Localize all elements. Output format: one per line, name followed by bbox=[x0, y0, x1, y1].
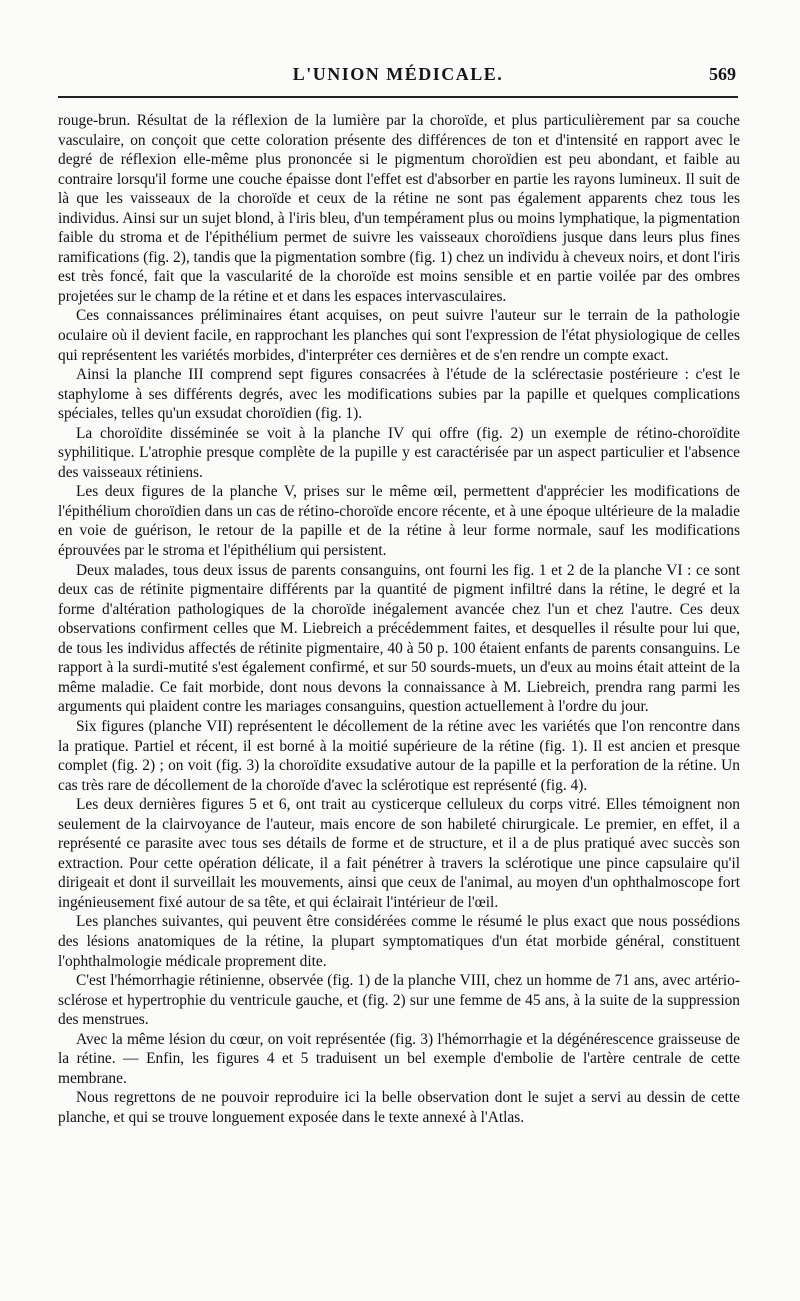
paragraph: C'est l'hémorrhagie rétinienne, observée (fig. 1) de la planche VIII, chez un homme de 71 ans, avec artério-sclérose et hypertrophie du ventricule gauche, et (fig. 2) sur une femme de 45 ans, à la suite de la suppression des menstrues. bbox=[58, 972, 740, 1029]
paragraph: Deux malades, tous deux issus de parents consanguins, ont fourni les fig. 1 et 2 de la planche VI : ce sont deux cas de rétinite pigmentaire différents par la quantité de pigment infiltré dans la rétine, le degré et la forme d'altération pathologiques de la choroïde inégalement avancée chez l'un et chez l'autre. Ces deux observations confirment celles que M. Liebreich a précédemment faites, et desquelles il résulte pour lui que, de tous les individus affectés de rétinite pigmentaire, 40 à 50 p. 100 étaient enfants de parents consanguins. Le rapport à la surdi-mutité s'est également confirmé, et sur 50 sourds-muets, un d'eux au moins était atteint de la même maladie. Ce fait morbide, dont nous devons la connaissance à M. Liebreich, prendra rang parmi les arguments qui plaident contre les mariages consanguins, question actuellement à l'ordre du jour. bbox=[58, 561, 740, 716]
paragraph: Les deux dernières figures 5 et 6, ont trait au cysticerque celluleux du corps vitré. Elles témoignent non seulement de la clairvoyance de l'auteur, mais encore de son habileté chirurgicale. Le premier, en effet, il a représenté ce parasite avec tous ses détails de forme et de structure, et il a de plus pratiqué avec succès son extraction. Pour cette opération délicate, il a fait pénétrer à travers la sclérotique une pince capsulaire qu'il dirigeait et dont il surveillait les mouvements, ainsi que ceux de l'animal, au moyen d'un ophthalmoscope fort ingénieusement fixé autour de sa tête, et qui éclairait l'intérieur de l'œil. bbox=[58, 796, 740, 911]
paragraph: Les deux figures de la planche V, prises sur le même œil, permettent d'apprécier les modifications de l'épithélium choroïdien dans un cas de rétino-choroïde encore récente, et à une époque ultérieure de la maladie en voie de guérison, le retour de la papille et de la rétine à leur forme normale, sauf les modifications éprouvées par le stroma et l'épithélium qui persistent. bbox=[58, 483, 740, 560]
paragraph: Avec la même lésion du cœur, on voit représentée (fig. 3) l'hémorrhagie et la dégénérescence graisseuse de la rétine. — Enfin, les figures 4 et 5 traduisent un bel exemple d'embolie de l'artère centrale de cette membrane. bbox=[58, 1030, 740, 1087]
paragraph: Nous regrettons de ne pouvoir reproduire ici la belle observation dont le sujet a servi au dessin de cette planche, et qui se trouve longuement exposée dans le texte annexé à l'Atlas. bbox=[58, 1089, 740, 1126]
paragraph: Ces connaissances préliminaires étant acquises, on peut suivre l'auteur sur le terrain de la pathologie oculaire où il devient facile, en rapprochant les planches qui sont l'expression de l'état physiologique de celles qui représentent les variétés morbides, d'interpréter ces dernières et de s'en rendre un compte exact. bbox=[58, 307, 740, 364]
page-number: 569 bbox=[709, 64, 736, 84]
running-title: L'UNION MÉDICALE. bbox=[292, 64, 504, 84]
paragraph: Ainsi la planche III comprend sept figures consacrées à l'étude de la sclérectasie postérieure : c'est le staphylome à ses différents degrés, avec les modifications subies par la papille et quelques complications spéciales, telles qu'un exsudat choroïdien (fig. 1). bbox=[58, 366, 740, 423]
paragraph: La choroïdite disséminée se voit à la planche IV qui offre (fig. 2) un exemple de rétino-choroïdite syphilitique. L'atrophie presque complète de la pupille y est caractérisée par un aspect particulier et l'absence des vaisseaux rétiniens. bbox=[58, 424, 740, 481]
running-header bbox=[58, 64, 738, 86]
header-rule bbox=[58, 96, 738, 98]
paragraph: Les planches suivantes, qui peuvent être considérées comme le résumé le plus exact que nous possédions des lésions anatomiques de la rétine, la plupart symptomatiques d'un état morbide général, constituent l'ophthalmologie médicale proprement dite. bbox=[58, 913, 740, 970]
body-text bbox=[58, 111, 740, 1127]
paragraph: rouge-brun. Résultat de la réflexion de la lumière par la choroïde, et plus particulièrement par sa couche vasculaire, on conçoit que cette coloration présente des différences de ton et d'intensité en rapport avec le degré de réflexion elle-même plus prononcée si le pigmentum choroïdien est peu abondant, et faible au contraire lorsqu'il forme une couche épaisse dont l'effet est d'absorber en partie les rayons lumineux. Il suit de là que les vaisseaux de la choroïde et ceux de la rétine ne sont pas également apparents chez tous les individus. Ainsi sur un sujet blond, à l'iris bleu, d'un tempérament plus ou moins lymphatique, la pigmentation faible du stroma et de l'épithélium permet de suivre les vaisseaux choroïdiens jusque dans leurs plus fines ramifications (fig. 2), tandis que la pigmentation sombre (fig. 1) chez un individu à cheveux noirs, et dont l'iris est très foncé, fait que la vascularité de la choroïde est moins sensible et en partie voilée par des ombres projetées sur le champ de la rétine et et dans les espaces intervasculaires. bbox=[58, 112, 740, 305]
paragraph: Six figures (planche VII) représentent le décollement de la rétine avec les variétés que l'on rencontre dans la pratique. Partiel et récent, il est borné à la moitié supérieure de la rétine (fig. 1). Il est ancien et presque complet (fig. 2) ; on voit (fig. 3) la choroïdite exsudative autour de la papille et la perforation de la rétine. Un cas très rare de décollement de la choroïde d'avec la sclérotique est représenté (fig. 4). bbox=[58, 717, 740, 794]
